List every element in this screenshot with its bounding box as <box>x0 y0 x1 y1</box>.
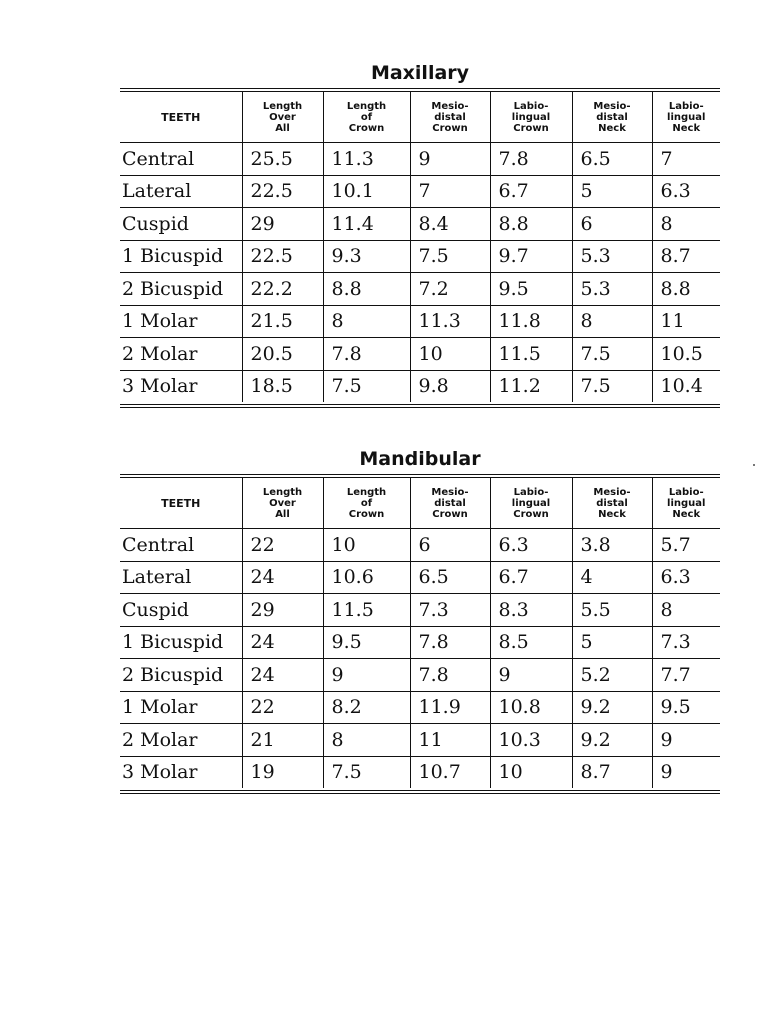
header-text-line: Crown <box>432 122 468 134</box>
measurement-cell: 22.5 <box>242 175 323 208</box>
header-text-line: Labio- <box>668 100 704 112</box>
measurement-cell: 9.5 <box>652 691 720 724</box>
header-text-line: All <box>275 122 290 134</box>
column-header <box>572 92 652 143</box>
measurement-cell: 6.7 <box>490 175 572 208</box>
measurement-cell: 25.5 <box>242 143 323 176</box>
tooth-name-cell: 2 Bicuspid <box>120 273 242 306</box>
measurement-cell: 5.3 <box>572 273 652 306</box>
measurement-cell: 5.3 <box>572 240 652 273</box>
measurement-cell: 7 <box>652 143 720 176</box>
measurement-cell: 7.8 <box>323 338 410 371</box>
measurement-cell: 8 <box>323 305 410 338</box>
measurement-cell: 5.7 <box>652 529 720 562</box>
header-text-line: lingual <box>511 111 551 123</box>
measurement-cell: 22.5 <box>242 240 323 273</box>
header-text-line: distal <box>434 111 466 123</box>
measurement-cell: 21 <box>242 724 323 757</box>
header-text-line: Neck <box>672 508 701 520</box>
measurement-cell: 10.7 <box>410 756 490 788</box>
column-header <box>410 92 490 143</box>
tooth-name-cell: 3 Molar <box>122 761 198 784</box>
measurement-cell: 9.3 <box>323 240 410 273</box>
measurement-cell: 9 <box>652 724 720 757</box>
table-row <box>120 143 720 176</box>
measurement-cell: 5 <box>572 175 652 208</box>
header-text-line: Mesio- <box>431 486 469 498</box>
measurement-cell: 9 <box>323 659 410 692</box>
measurement-cell: 5.2 <box>572 659 652 692</box>
measurement-cell: 10 <box>490 756 572 788</box>
measurement-cell: 5.5 <box>572 594 652 627</box>
tooth-name-cell: 2 Bicuspid <box>120 659 242 692</box>
header-text-line: TEETH <box>161 496 201 510</box>
measurement-cell: 7.5 <box>572 370 652 402</box>
measurement-cell: 9.5 <box>490 273 572 306</box>
header-text-line: lingual <box>667 497 706 509</box>
mandibular-section <box>120 444 720 794</box>
measurement-cell: 24 <box>242 561 323 594</box>
measurement-cell: 7.3 <box>652 626 720 659</box>
measurement-cell: 11.3 <box>410 305 490 338</box>
header-text-line: Crown <box>348 508 385 520</box>
measurement-cell: 7.8 <box>490 143 572 176</box>
header-text-line: Crown <box>513 122 549 134</box>
measurement-cell: 7.5 <box>572 338 652 371</box>
measurement-cell: 11.9 <box>410 691 490 724</box>
header-text-line: Mesio- <box>431 100 469 112</box>
measurement-cell: 6.3 <box>652 175 720 208</box>
table-row <box>120 626 720 659</box>
measurement-cell: 7.7 <box>652 659 720 692</box>
tooth-name-cell: 1 Bicuspid <box>120 240 242 273</box>
header-text-line: Length <box>346 100 387 112</box>
measurement-cell: 9.8 <box>410 370 490 402</box>
measurement-cell: 7.2 <box>410 273 490 306</box>
column-header <box>652 92 720 143</box>
header-text-line: distal <box>434 497 466 509</box>
header-row <box>120 478 720 529</box>
measurement-cell: 11.2 <box>490 370 572 402</box>
measurement-cell: 18.5 <box>242 370 323 402</box>
measurement-cell: 3.8 <box>572 529 652 562</box>
bottom-rule <box>120 404 720 408</box>
header-text-line: Over <box>269 111 296 123</box>
measurement-cell: 9.7 <box>490 240 572 273</box>
measurement-cell: 24 <box>242 659 323 692</box>
measurement-cell: 8 <box>572 305 652 338</box>
column-header <box>490 92 572 143</box>
tooth-name-cell: Cuspid <box>120 594 242 627</box>
column-header <box>410 478 490 529</box>
measurement-cell: 7.3 <box>410 594 490 627</box>
tooth-name-cell: 1 Molar <box>120 691 242 724</box>
measurement-cell: 11.5 <box>323 594 410 627</box>
column-header <box>242 92 323 143</box>
tooth-name-cell: Central <box>120 143 242 176</box>
table-row <box>120 594 720 627</box>
tooth-name-cell: 3 Molar <box>122 375 198 398</box>
measurement-cell: 8.7 <box>572 756 652 788</box>
measurement-cell: 11 <box>410 724 490 757</box>
measurement-cell: 7.5 <box>323 756 410 788</box>
measurement-cell: 22 <box>242 691 323 724</box>
tooth-name-cell: Cuspid <box>120 208 242 241</box>
measurement-cell: 6.5 <box>410 561 490 594</box>
header-text-line: Crown <box>348 122 385 134</box>
header-text-line: Length <box>262 100 303 112</box>
column-header-teeth <box>120 478 242 529</box>
table-row <box>120 529 720 562</box>
measurement-cell: 8 <box>323 724 410 757</box>
measurement-cell: 4 <box>572 561 652 594</box>
measurement-cell: 10.3 <box>490 724 572 757</box>
measurement-cell: 7 <box>410 175 490 208</box>
measurement-cell: 21.5 <box>242 305 323 338</box>
table-row <box>120 370 720 402</box>
measurement-cell: 19 <box>242 756 323 788</box>
tooth-name-cell: 1 Bicuspid <box>120 626 242 659</box>
measurement-cell: 9 <box>410 143 490 176</box>
bottom-rule <box>120 790 720 794</box>
tooth-name-cell: 2 Molar <box>120 338 242 371</box>
measurement-cell: 10 <box>410 338 490 371</box>
measurement-cell: 10 <box>323 529 410 562</box>
measurement-cell: 8.5 <box>490 626 572 659</box>
table-row <box>120 240 720 273</box>
measurement-cell: 22 <box>242 529 323 562</box>
table-row <box>120 561 720 594</box>
header-text-line: TEETH <box>161 110 201 124</box>
measurement-cell: 10.4 <box>652 370 720 402</box>
measurement-cell: 6 <box>572 208 652 241</box>
measurement-cell: 10.5 <box>652 338 720 371</box>
tooth-name-cell: Lateral <box>120 561 242 594</box>
measurement-cell: 7.8 <box>410 626 490 659</box>
table-row <box>120 756 720 788</box>
column-header <box>323 92 410 143</box>
measurement-cell: 9 <box>652 756 720 788</box>
measurement-cell: 20.5 <box>242 338 323 371</box>
column-header <box>652 478 720 529</box>
measurement-cell: 8.4 <box>410 208 490 241</box>
column-header <box>242 478 323 529</box>
header-text-line: Length <box>346 486 387 498</box>
header-text-line: Neck <box>672 122 701 134</box>
column-header <box>572 478 652 529</box>
table-row <box>120 208 720 241</box>
measurement-cell: 6.7 <box>490 561 572 594</box>
header-text-line: Labio- <box>668 486 704 498</box>
measurement-cell: 5 <box>572 626 652 659</box>
measurement-cell: 29 <box>242 594 323 627</box>
tooth-name-cell: 1 Molar <box>120 305 242 338</box>
tooth-name-cell: Lateral <box>120 175 242 208</box>
header-text-line: Mesio- <box>593 100 631 112</box>
header-text-line: Neck <box>598 508 626 520</box>
measurement-cell: 9.5 <box>323 626 410 659</box>
column-header <box>490 478 572 529</box>
measurement-cell: 11.3 <box>323 143 410 176</box>
measurement-cell: 8.3 <box>490 594 572 627</box>
measurement-cell: 6 <box>410 529 490 562</box>
table-row <box>120 724 720 757</box>
header-row <box>120 92 720 143</box>
measurement-cell: 11.4 <box>323 208 410 241</box>
measurement-cell: 7.5 <box>410 240 490 273</box>
header-text-line: lingual <box>667 111 706 123</box>
mandibular-title: Mandibular <box>359 448 481 470</box>
table-row <box>120 338 720 371</box>
measurement-cell: 6.5 <box>572 143 652 176</box>
measurement-cell: 11 <box>652 305 720 338</box>
header-text-line: lingual <box>511 497 551 509</box>
measurement-cell: 29 <box>242 208 323 241</box>
measurement-cell: 11.8 <box>490 305 572 338</box>
table-row <box>120 175 720 208</box>
measurement-cell: 8 <box>652 594 720 627</box>
header-text-line: Over <box>269 497 296 509</box>
measurement-cell: 9 <box>490 659 572 692</box>
measurement-cell: 8.8 <box>323 273 410 306</box>
header-text-line: Neck <box>598 122 626 134</box>
measurement-cell: 9.2 <box>572 724 652 757</box>
measurement-cell: 9.2 <box>572 691 652 724</box>
measurement-cell: 7.5 <box>323 370 410 402</box>
measurement-cell: 22.2 <box>242 273 323 306</box>
table-row <box>120 305 720 338</box>
maxillary-title: Maxillary <box>370 62 470 84</box>
measurement-cell: 8.8 <box>490 208 572 241</box>
mandibular-table <box>120 478 720 788</box>
maxillary-table <box>120 92 720 402</box>
header-text-line: of <box>360 497 373 509</box>
header-text-line: All <box>275 508 290 520</box>
tooth-name-cell: Central <box>120 529 242 562</box>
scan-speck <box>753 464 755 466</box>
table-row <box>120 659 720 692</box>
header-text-line: of <box>360 111 373 123</box>
measurement-cell: 8 <box>652 208 720 241</box>
tooth-name-cell: 2 Molar <box>120 724 242 757</box>
measurement-cell: 8.8 <box>652 273 720 306</box>
header-text-line: Crown <box>432 508 468 520</box>
header-text-line: Labio- <box>513 486 549 498</box>
header-text-line: distal <box>596 111 628 123</box>
header-text-line: Crown <box>513 508 549 520</box>
measurement-cell: 6.3 <box>652 561 720 594</box>
measurement-cell: 6.3 <box>490 529 572 562</box>
measurement-cell: 8.2 <box>323 691 410 724</box>
column-header-teeth <box>120 92 242 143</box>
maxillary-section <box>120 58 720 408</box>
measurement-cell: 10.6 <box>323 561 410 594</box>
measurement-cell: 8.7 <box>652 240 720 273</box>
measurement-cell: 10.1 <box>323 175 410 208</box>
column-header <box>323 478 410 529</box>
measurement-cell: 7.8 <box>410 659 490 692</box>
table-row <box>120 273 720 306</box>
measurement-cell: 11.5 <box>490 338 572 371</box>
header-text-line: Mesio- <box>593 486 631 498</box>
table-row <box>120 691 720 724</box>
header-text-line: Labio- <box>513 100 549 112</box>
measurement-cell: 24 <box>242 626 323 659</box>
measurement-cell: 10.8 <box>490 691 572 724</box>
header-text-line: Length <box>262 486 303 498</box>
header-text-line: distal <box>596 497 628 509</box>
